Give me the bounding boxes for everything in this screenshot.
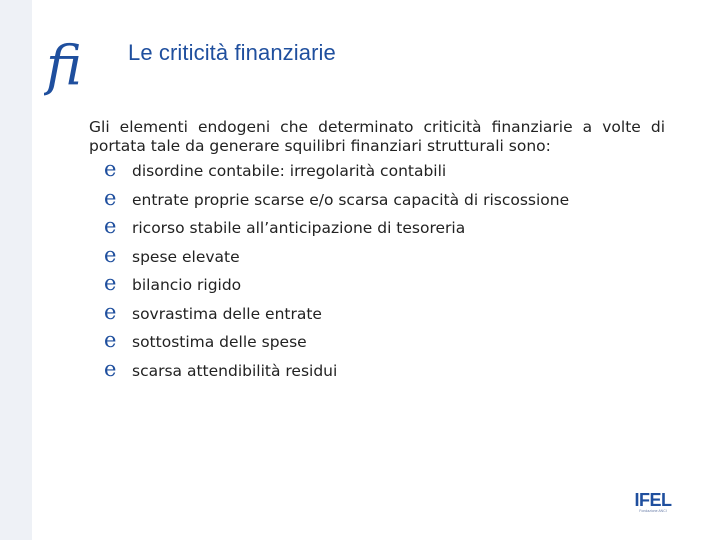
list-item-text: spese elevate (132, 247, 240, 266)
list-item (104, 270, 665, 299)
list-item (104, 356, 665, 385)
list-item (104, 156, 665, 185)
list-item-text: sovrastima delle entrate (132, 304, 322, 323)
list-item-text: entrate proprie scarse e/o scarsa capacità di riscossione (132, 190, 570, 209)
bullet-list (89, 156, 665, 384)
list-item-text: sottostima delle spese (132, 333, 307, 351)
bullet-icon: e (104, 185, 117, 210)
list-item-text: disordine contabile: irregolarità contabili (132, 162, 447, 180)
slide-body (89, 118, 665, 384)
fi-logo-glyph: fi (46, 34, 83, 97)
brand-tagline: Fondazione ANCI (639, 509, 667, 513)
list-item-text: bilancio rigido (132, 276, 242, 294)
intro-paragraph: Gli elementi endogeni che determinato criticità finanziarie a volte di portata tale da generare squilibri finanziari strutturali sono: (89, 118, 665, 155)
bullet-icon: e (104, 157, 117, 181)
brand-name: IFEL (634, 490, 672, 510)
list-item (104, 299, 665, 328)
list-item-text: ricorso stabile all’anticipazione di tesoreria (132, 219, 466, 237)
bullet-icon: e (104, 271, 117, 295)
bullet-icon: e (104, 356, 117, 381)
list-item-text: scarsa attendibilità residui (132, 361, 338, 380)
ifel-logo (633, 491, 673, 514)
bullet-icon: e (104, 214, 117, 238)
fi-logo-icon (44, 34, 100, 100)
left-decorative-strip (0, 0, 32, 540)
bullet-icon: e (104, 242, 117, 267)
bullet-icon: e (104, 299, 117, 324)
list-item (104, 185, 665, 214)
list-item (104, 242, 665, 271)
bullet-icon: e (104, 328, 117, 352)
slide-title: Le criticità finanziarie (128, 40, 336, 65)
list-item (104, 327, 665, 356)
list-item (104, 213, 665, 242)
fi-ligature-icon (44, 34, 100, 100)
